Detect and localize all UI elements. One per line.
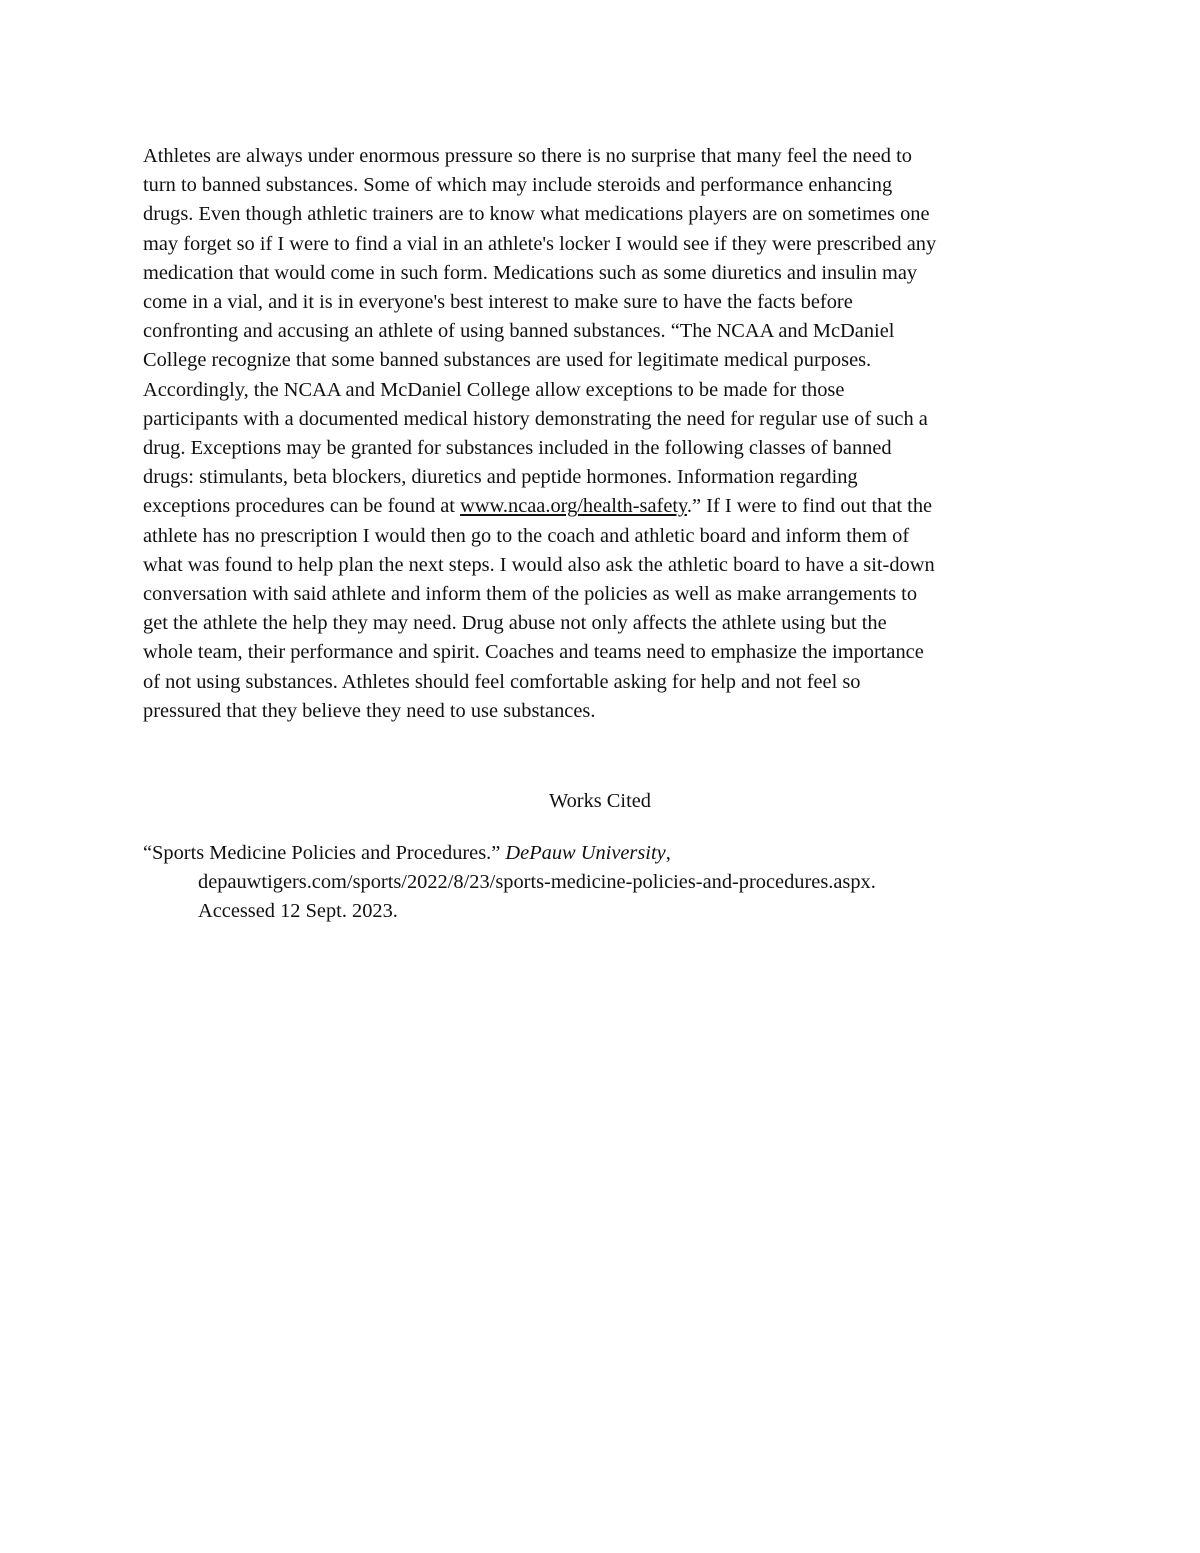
essay-line: drug. Exceptions may be granted for substances included in the following classes of banned bbox=[143, 437, 892, 460]
essay-line: athlete has no prescription I would then go to the coach and athletic board and inform them of bbox=[143, 524, 910, 547]
essay-line: drugs: stimulants, beta blockers, diuretics and peptide hormones. Information regarding bbox=[143, 466, 858, 489]
citation-url: depauwtigers.com/sports/2022/8/23/sports-medicine-policies-and-procedures.aspx. bbox=[198, 871, 876, 894]
link-line-suffix: .” If I were to find out that the bbox=[686, 495, 933, 518]
essay-line: may forget so if I were to find a vial in an athlete's locker I would see if they were prescribed any bbox=[143, 232, 937, 255]
essay-line: get the athlete the help they may need. Drug abuse not only affects the athlete using but the bbox=[143, 612, 887, 635]
essay-line: come in a vial, and it is in everyone's best interest to make sure to have the facts before bbox=[143, 291, 853, 314]
essay-line: conversation with said athlete and inform them of the policies as well as make arrangements to bbox=[143, 583, 918, 606]
works-cited-heading: Works Cited bbox=[548, 790, 651, 812]
citation-comma: , bbox=[665, 842, 671, 864]
citation-container: DePauw University bbox=[505, 842, 666, 864]
citation-accessed-date: Accessed 12 Sept. 2023. bbox=[198, 900, 398, 923]
essay-paragraph bbox=[143, 142, 1063, 726]
essay-line: Athletes are always under enormous pressure so there is no surprise that many feel the need to bbox=[143, 145, 912, 167]
essay-link-line bbox=[143, 492, 1063, 521]
essay-line: of not using substances. Athletes should feel comfortable asking for help and not feel so bbox=[143, 670, 861, 693]
essay-line: turn to banned substances. Some of which may include steroids and performance enhancing bbox=[143, 174, 893, 197]
citation-entry bbox=[143, 839, 1073, 927]
essay-line: confronting and accusing an athlete of using banned substances. “The NCAA and McDaniel bbox=[143, 320, 895, 343]
essay-line: whole team, their performance and spirit. Coaches and teams need to emphasize the importance bbox=[143, 641, 924, 664]
citation-first-line bbox=[143, 839, 1073, 868]
essay-line: pressured that they believe they need to use substances. bbox=[143, 699, 596, 722]
citation-title: “Sports Medicine Policies and Procedures.” bbox=[143, 842, 506, 864]
essay-line: medication that would come in such form. Medications such as some diuretics and insulin may bbox=[143, 261, 918, 284]
essay-line: participants with a documented medical history demonstrating the need for regular use of such a bbox=[143, 407, 928, 430]
essay-line: College recognize that some banned substances are used for legitimate medical purposes. bbox=[143, 349, 872, 372]
essay-line: drugs. Even though athletic trainers are to know what medications players are on sometimes one bbox=[143, 203, 930, 226]
ncaa-health-safety-link[interactable]: www.ncaa.org/health-safety bbox=[460, 495, 687, 518]
essay-line: Accordingly, the NCAA and McDaniel College allow exceptions to be made for those bbox=[143, 378, 845, 401]
link-line-prefix: exceptions procedures can be found at bbox=[143, 495, 461, 518]
essay-line: what was found to help plan the next steps. I would also ask the athletic board to have a sit-down bbox=[143, 553, 935, 576]
